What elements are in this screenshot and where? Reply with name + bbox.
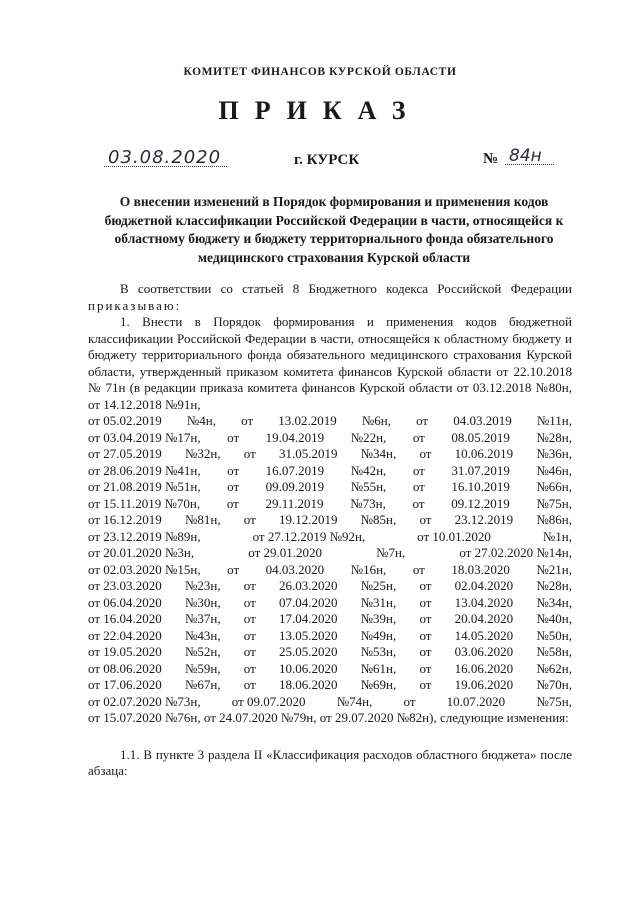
- amendment-token: от 06.04.2020: [88, 594, 162, 610]
- amendment-token: от: [416, 413, 429, 428]
- amendment-token: 31.05.2019: [278, 446, 338, 461]
- amendment-token: от 28.06.2019 №41н,: [88, 462, 201, 478]
- amendment-token: 18.06.2020: [278, 677, 338, 692]
- amendment-token: от 10.01.2020: [417, 528, 491, 544]
- amendment-token: от 17.06.2020: [88, 677, 162, 692]
- amendment-row: [88, 413, 572, 430]
- amendment-row: [88, 611, 572, 628]
- amendment-token: 19.12.2019: [278, 512, 338, 527]
- amendment-token: №55н,: [350, 479, 387, 494]
- amendment-token: 18.03.2020: [451, 561, 510, 577]
- amendment-token: №86н,: [536, 512, 572, 527]
- amendment-token: от: [419, 446, 432, 461]
- amendment-token: от: [227, 479, 240, 494]
- amendment-token: 13.02.2019: [278, 413, 337, 428]
- amendment-token: №31н,: [360, 594, 397, 610]
- amendment-token: от: [419, 594, 432, 610]
- amendment-token: от 27.05.2019: [88, 446, 162, 461]
- amendment-token: №23н,: [184, 578, 221, 593]
- orders-word: приказываю:: [88, 297, 182, 313]
- amendment-token: №16н,: [350, 561, 387, 577]
- amendment-token: от: [227, 561, 240, 577]
- amendment-token: №28н,: [536, 578, 572, 593]
- amendment-row: [88, 512, 572, 529]
- amendment-token: от: [419, 611, 432, 626]
- amendment-row: [88, 661, 572, 678]
- amendment-token: 10.06.2019: [454, 446, 514, 461]
- amendment-token: №28н,: [536, 429, 572, 445]
- amendment-token: 14.05.2020: [454, 627, 514, 643]
- amendment-token: 16.06.2020: [454, 660, 514, 676]
- amendment-token: №1н,: [542, 528, 572, 544]
- amendment-token: от: [419, 677, 432, 692]
- amendment-token: 04.03.2020: [265, 561, 325, 577]
- amendment-token: №4н,: [186, 413, 216, 428]
- amendment-token: 20.04.2020: [454, 611, 514, 626]
- amendment-token: №49н,: [360, 627, 397, 643]
- amendment-token: от: [227, 462, 240, 478]
- amendment-token: 26.03.2020: [278, 578, 338, 593]
- amendment-token: №59н,: [184, 660, 221, 676]
- document-type-title: ПРИКАЗ: [218, 96, 422, 125]
- amendment-token: 25.05.2020: [278, 644, 338, 659]
- amendment-token: 09.09.2019: [265, 479, 325, 494]
- amendment-token: 16.07.2019: [265, 462, 325, 478]
- amendment-token: 31.07.2019: [451, 462, 510, 478]
- amendment-token: №32н,: [184, 446, 221, 461]
- amendment-token: №6н,: [361, 413, 391, 428]
- amendment-token: от: [243, 627, 256, 643]
- amendment-row: [88, 644, 572, 661]
- amendment-row: [88, 694, 572, 711]
- amendment-row: [88, 463, 572, 480]
- amendment-token: от: [412, 479, 425, 494]
- amendment-token: от: [412, 462, 425, 478]
- amendment-token: от 02.07.2020 №73н,: [88, 693, 201, 709]
- amendment-token: №50н,: [536, 627, 572, 643]
- amendment-row: [88, 529, 572, 546]
- amendment-token: №21н,: [536, 561, 572, 577]
- amendment-list: [88, 413, 572, 710]
- amendment-token: от 27.02.2020 №14н,: [459, 545, 572, 560]
- amendment-token: №25н,: [360, 578, 397, 593]
- amendment-token: №74н,: [336, 693, 373, 709]
- amendment-token: от 15.11.2019 №70н,: [88, 495, 201, 511]
- amendment-token: 07.04.2020: [278, 594, 338, 610]
- amendment-token: №66н,: [536, 479, 572, 494]
- amendment-token: №85н,: [360, 512, 397, 527]
- amendment-token: 17.04.2020: [278, 611, 338, 626]
- amendment-token: от 02.03.2020 №15н,: [88, 561, 201, 577]
- amendment-token: №11н,: [536, 413, 572, 428]
- amendment-token: от 29.01.2020: [248, 545, 322, 560]
- amendment-token: от 23.03.2020: [88, 578, 162, 593]
- amendment-row: [88, 479, 572, 496]
- amendment-tail: от 15.07.2020 №76н, от 24.07.2020 №79н, от 29.07.2020 №82н), следующие изменения:: [88, 710, 569, 725]
- amendment-token: от: [243, 660, 256, 676]
- amendment-token: №81н,: [184, 512, 221, 527]
- amendment-token: №75н,: [536, 495, 572, 511]
- amendment-row: [88, 595, 572, 612]
- city-label: г. КУРСК: [294, 152, 360, 168]
- amendment-token: от: [419, 644, 432, 659]
- amendment-token: №61н,: [360, 660, 397, 676]
- amendment-row: [88, 430, 572, 447]
- amendment-token: 16.10.2019: [451, 479, 510, 494]
- amendment-token: 23.12.2019: [454, 512, 514, 527]
- amendment-token: от: [412, 429, 425, 445]
- amendment-token: 09.12.2019: [451, 495, 510, 511]
- amendment-token: 04.03.2019: [453, 413, 512, 428]
- amendment-row: [88, 677, 572, 694]
- amendment-token: №58н,: [536, 644, 572, 659]
- amendment-token: №67н,: [184, 677, 221, 692]
- amendment-token: №7н,: [376, 545, 406, 560]
- amendment-token: от 21.08.2019 №51н,: [88, 479, 201, 494]
- amendment-token: №75н,: [536, 693, 572, 709]
- amendment-token: от: [412, 495, 425, 511]
- amendment-row: [88, 628, 572, 645]
- amendment-token: от: [243, 611, 256, 626]
- amendment-row: [88, 562, 572, 579]
- amendment-token: 19.04.2019: [265, 429, 325, 445]
- amendment-token: от: [243, 594, 256, 610]
- amendment-token: от 16.04.2020: [88, 611, 162, 626]
- amendment-row: [88, 578, 572, 595]
- amendment-token: от 05.02.2019: [88, 413, 162, 428]
- amendment-token: №62н,: [536, 660, 572, 676]
- amendment-token: от: [419, 578, 432, 593]
- amendment-token: №42н,: [350, 462, 387, 478]
- amendment-token: №69н,: [360, 677, 397, 692]
- amendment-token: №46н,: [536, 462, 572, 478]
- amendment-token: №40н,: [536, 611, 572, 626]
- amendment-token: от: [241, 413, 254, 428]
- amendment-token: №22н,: [350, 429, 387, 445]
- amendment-token: от 27.12.2019 №92н,: [252, 528, 366, 544]
- handwritten-number: 84н: [509, 146, 542, 166]
- amendment-token: 29.11.2019: [265, 495, 324, 511]
- amendment-token: 19.06.2020: [454, 677, 514, 692]
- amendment-token: от: [243, 512, 256, 527]
- amendment-token: 13.05.2020: [278, 627, 338, 643]
- amendment-token: от: [412, 561, 425, 577]
- amendment-token: от 03.04.2019 №17н,: [88, 429, 201, 445]
- amendment-token: от 08.06.2020: [88, 660, 162, 676]
- amendment-token: от 09.07.2020: [231, 693, 306, 709]
- preamble-text: В соответствии со статьей 8 Бюджетного кодекса Российской Федерации: [120, 281, 572, 296]
- amendment-token: от: [403, 693, 416, 709]
- amendment-row: [88, 496, 572, 513]
- amendment-token: от: [243, 578, 256, 593]
- amendment-token: от: [419, 627, 432, 643]
- amendment-token: от 23.12.2019 №89н,: [88, 528, 201, 544]
- amendment-token: 13.04.2020: [454, 594, 514, 610]
- amendment-token: №70н,: [536, 677, 572, 692]
- document-heading: О внесении изменений в Порядок формирования и применения кодов бюджетной классификации Российской Федерации в части, относящейся к областному бюджету и бюджету территориального фонда обязательного медицинского страхования Курской области: [104, 194, 564, 265]
- amendment-token: №34н,: [360, 446, 397, 461]
- amendment-token: 08.05.2019: [451, 429, 510, 445]
- preamble-paragraph: [88, 281, 572, 314]
- amendment-token: №43н,: [184, 627, 221, 643]
- amendment-token: №53н,: [360, 644, 397, 659]
- amendment-token: от: [243, 677, 256, 692]
- amendment-token: №39н,: [360, 611, 397, 626]
- amendment-row: [88, 545, 572, 562]
- document-body: [88, 281, 572, 780]
- item-1-1-paragraph: 1.1. В пункте 3 раздела II «Классификация расходов областного бюджета» после абзаца:: [88, 746, 572, 778]
- amendment-token: от: [243, 446, 256, 461]
- number-label: №: [483, 151, 499, 167]
- amendment-token: от: [419, 660, 432, 676]
- amendment-token: от: [226, 495, 239, 511]
- amendment-token: от: [227, 429, 240, 445]
- amendment-token: от 16.12.2019: [88, 512, 162, 527]
- amendment-token: №34н,: [536, 594, 572, 610]
- amendment-token: 03.06.2020: [454, 644, 514, 659]
- amendment-token: от 20.01.2020 №3н,: [88, 545, 195, 560]
- amendment-token: №37н,: [184, 611, 221, 626]
- amendment-token: №52н,: [184, 644, 221, 659]
- amendment-token: от: [419, 512, 432, 527]
- amendment-token: от 22.04.2020: [88, 627, 162, 643]
- amendment-token: 10.06.2020: [278, 660, 338, 676]
- amendment-row: [88, 446, 572, 463]
- amendment-token: №36н,: [536, 446, 572, 461]
- amendment-token: 10.07.2020: [446, 693, 506, 709]
- amendment-token: от 19.05.2020: [88, 644, 162, 659]
- amendment-token: №30н,: [184, 594, 221, 610]
- amendment-token: №73н,: [350, 495, 386, 511]
- item-1-paragraph: 1. Внести в Порядок формирования и применения кодов бюджетной классификации Российской Федерации в части, относящейся к областному бюджету и бюджету территориального фонда обязательного медицинского страхования Курской области, утвержденный приказом комитета финансов Курской области от 22.10.2018 № 71н (в редакции приказа комитета финансов Курской области от 03.12.2018 №80н, от 14.12.2018 №91н,: [88, 314, 572, 412]
- amendment-token: 02.04.2020: [454, 578, 514, 593]
- handwritten-date: 03.08.2020: [108, 147, 222, 168]
- committee-name: КОМИТЕТ ФИНАНСОВ КУРСКОЙ ОБЛАСТИ: [183, 66, 457, 78]
- amendment-token: от: [243, 644, 256, 659]
